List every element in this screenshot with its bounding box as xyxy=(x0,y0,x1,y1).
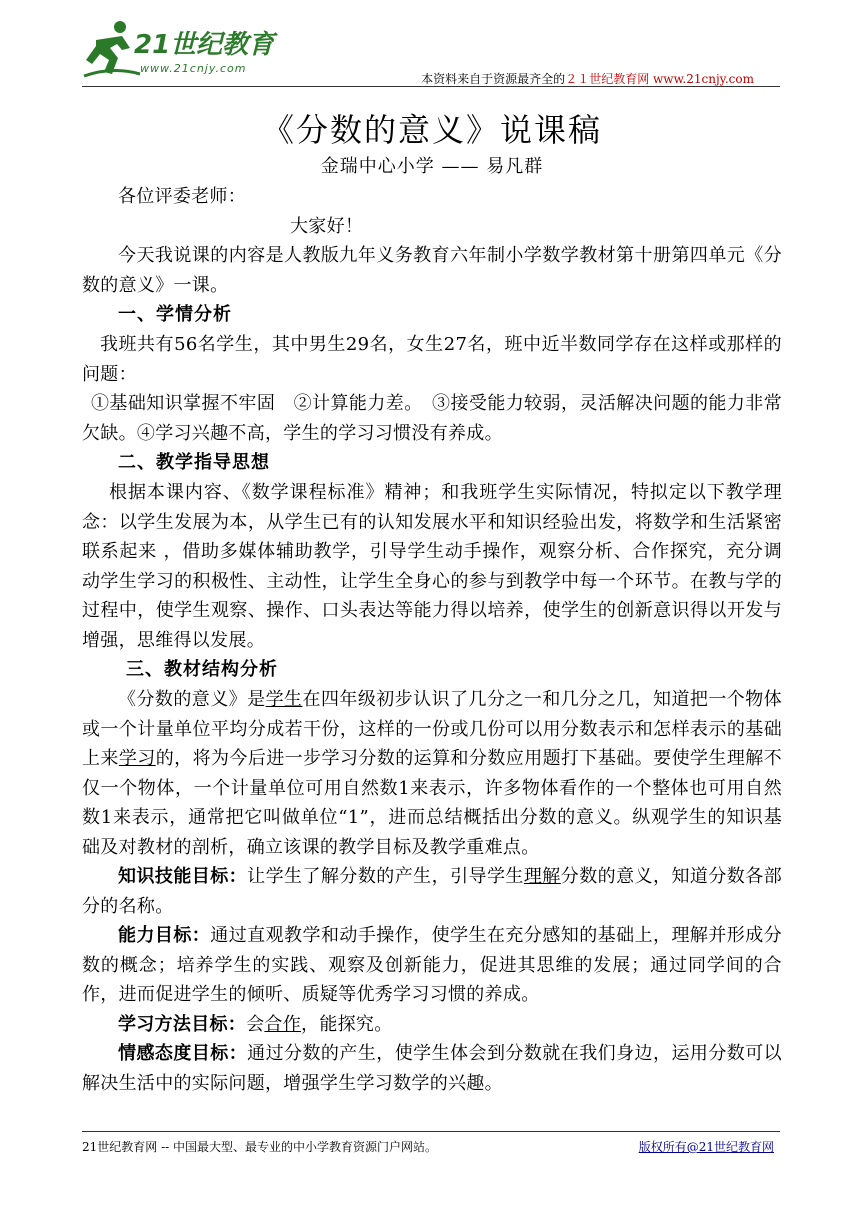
intro-paragraph: 今天我说课的内容是人教版九年义务教育六年制小学数学教材第十册第四单元《分数的意义》一课。 xyxy=(82,245,782,296)
document-body xyxy=(82,108,782,1098)
page-header xyxy=(82,18,782,88)
logo-url: www.21cnjy.com xyxy=(140,62,247,75)
goal-method-text-b: ，能探究。 xyxy=(301,1013,393,1035)
footer-text: 21世纪教育网 -- 中国最大型、最专业的中小学教育资源门户网站。 xyxy=(82,1140,438,1154)
s1-paragraph-1: 我班共有56名学生，其中男生29名，女生27名，班中近半数同学存在这样或那样的问题： xyxy=(82,334,782,385)
goal-emotion-text: 通过分数的产生，使学生体会到分数就在我们身边，运用分数可以解决生活中的实际问题，增强学生学习数学的兴趣。 xyxy=(82,1043,782,1094)
goal-knowledge-underlined: 理解 xyxy=(523,866,561,887)
s3-underlined-2: 学习 xyxy=(118,748,156,769)
footer-copyright-link[interactable]: 版权所有@21世纪教育网 xyxy=(638,1140,774,1154)
s3-text-c: 的，将为今后进一步学习分数的运算和分数应用题打下基础。要使学生理解不仅一个物体，一个计量单位可用自然数1来表示，许多物体看作的一个整体也可用自然数1来表示，通常把它叫做单位“1”，进而总结概括出分数的意义。纵观学生的知识基础及对教材的剖析，确立该课的教学目标及教学重难点。 xyxy=(82,748,782,858)
goal-ability-text: 通过直观教学和动手操作，使学生在充分感知的基础上，理解并形成分数的概念；培养学生的实践、观察及创新能力，促进其思维的发展；通过同学间的合作，进而促进学生的倾听、质疑等优秀学习习惯的养成。 xyxy=(82,925,783,1005)
s3-underlined-1: 学生 xyxy=(265,689,303,710)
hello-line: 大家好！ xyxy=(290,215,364,237)
logo-text: 21世纪教育 xyxy=(134,30,275,60)
goal-method-underlined: 合作 xyxy=(264,1013,302,1035)
header-note-prefix: 本资料来自于资源最齐全的 xyxy=(421,72,566,86)
s2-paragraph-1: 根据本课内容、《数学课程标准》精神；和我班学生实际情况，特拟定以下教学理念：以学生发展为本，从学生已有的认知发展水平和知识经验出发，将数学和生活紧密联系起来 ，借助多媒体辅助教学，引导学生动手操作，观察分析、合作探究，充分调动学生学习的积极性、主动性，让学生全身心的参与到教学中每一个环节。在教与学的过程中，使学生观察、操作、口头表达等能力得以培养，使学生的创新意识得以开发与增强，思维得以发展。 xyxy=(82,482,782,651)
section-heading-3: 三、教材结构分析 xyxy=(126,659,278,680)
s3-paragraph-1 xyxy=(82,685,782,862)
header-note xyxy=(421,70,754,87)
header-note-url[interactable]: www.21cnjy.com xyxy=(653,72,754,86)
s3-text-a: 《分数的意义》是 xyxy=(118,689,266,710)
document-title: 《分数的意义》说课稿 xyxy=(261,111,602,149)
footer-divider xyxy=(82,1131,780,1132)
goal-knowledge xyxy=(82,862,782,921)
header-divider xyxy=(82,86,780,87)
goal-method xyxy=(82,1010,782,1040)
s1-paragraph-2: ①基础知识掌握不牢固 ②计算能力差。 ③接受能力较弱，灵活解决问题的能力非常欠缺。④学习兴趣不高，学生的学习习惯没有养成。 xyxy=(82,393,782,444)
goal-method-text-a: 会 xyxy=(246,1013,265,1035)
document-author: 金瑞中心小学 —— 易凡群 xyxy=(320,156,544,177)
goal-emotion-label: 情感态度目标： xyxy=(118,1043,248,1064)
goal-ability-label: 能力目标： xyxy=(118,925,211,946)
section-heading-1: 一、学情分析 xyxy=(118,304,232,325)
goal-knowledge-text-a: 让学生了解分数的产生，引导学生 xyxy=(247,866,524,887)
goal-ability xyxy=(82,921,782,1010)
header-note-site[interactable]: ２１世纪教育网 xyxy=(565,72,650,86)
greeting: 各位评委老师： xyxy=(118,186,247,207)
goal-emotion xyxy=(82,1039,782,1098)
site-logo xyxy=(82,18,312,84)
goal-method-label: 学习方法目标： xyxy=(118,1013,247,1035)
goal-knowledge-text-b: 分数的意义，知道分数各部分的名称。 xyxy=(82,866,782,917)
section-heading-2: 二、教学指导思想 xyxy=(118,452,270,473)
goal-knowledge-label: 知识技能目标： xyxy=(118,866,248,887)
s3-text-b: 在四年级初步认识了几分之一和几分之几，知道把一个物体或一个计量单位平均分成若干份，这样的一份或几份可以用分数表示和怎样表示的基础上来 xyxy=(82,689,782,769)
runner-logo-icon xyxy=(82,18,142,80)
